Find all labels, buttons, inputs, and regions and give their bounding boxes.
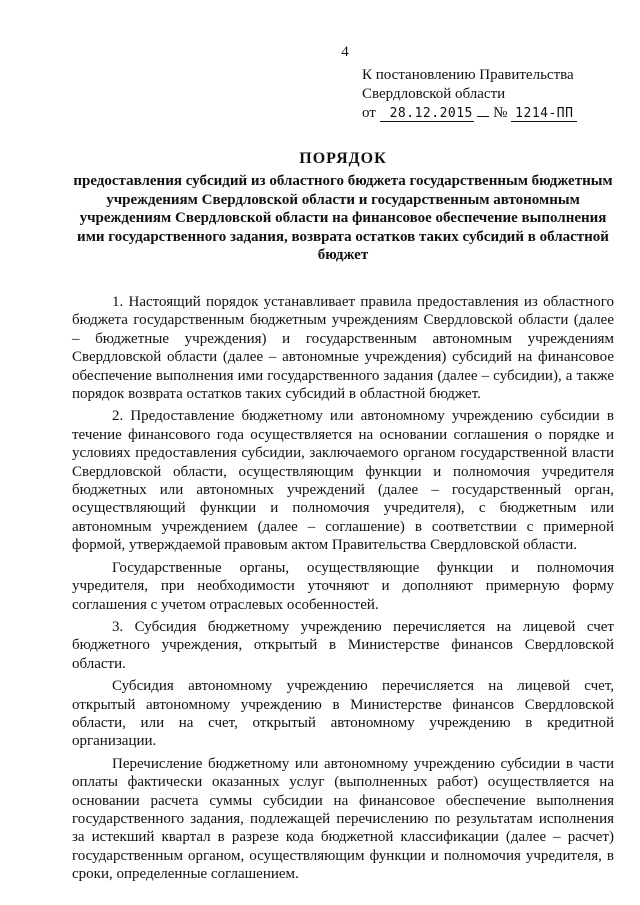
number-label: №	[493, 105, 508, 121]
attachment-date-line	[362, 104, 622, 123]
decree-number: 1214-ПП	[511, 106, 577, 122]
from-label: от	[362, 105, 376, 121]
paragraph-4: 3. Субсидия бюджетному учреждению перечисляется на лицевой счет бюджетного учреждения, открытый в Министерстве финансов Свердловской области.	[72, 618, 614, 672]
date-underline-tail	[477, 116, 489, 117]
decree-date: 28.12.2015	[380, 106, 474, 122]
document-subtitle: предоставления субсидий из областного бюджета государственным бюджетным учреждениям Свердловской области и государственным автономным учреждениям Свердловской области на финансовое обеспечение выполнения ими государственного задания, возврата остатков таких субсидий в областной бюджет	[73, 173, 613, 263]
page-number: 4	[341, 44, 349, 60]
document-title: ПОРЯДОК	[299, 150, 387, 167]
attachment-block	[362, 66, 622, 123]
paragraph-3: Государственные органы, осуществляющие функции и полномочия учредителя, при необходимости уточняют и дополняют примерную форму соглашения с учетом отраслевых особенностей.	[72, 559, 614, 613]
paragraph-5: Субсидия автономному учреждению перечисляется на лицевой счет, открытый автономному учреждению в Министерстве финансов Свердловской области, или на счет, открытый автономному учреждению в кредитной организации.	[72, 678, 614, 750]
attachment-line-2: Свердловской области	[362, 86, 506, 102]
document-body	[72, 293, 614, 888]
paragraph-2: 2. Предоставление бюджетному или автономному учреждению субсидии в течение финансового года осуществляется на основании соглашения о порядке и условиях предоставления субсидии, заключаемого органом государственной власти Свердловской области, осуществляющим функции и полномочия учредителя бюджетных или автономных учреждений (далее – государственный орган, осуществляющий функции и полномочия учредителя), с бюджетным или автономным учреждением (далее – соглашение) в соответствии с примерной формой, утверждаемой правовым актом Правительства Свердловской области.	[72, 408, 614, 554]
attachment-line-1: К постановлению Правительства	[362, 67, 574, 83]
paragraph-6: Перечисление бюджетному или автономному учреждению субсидии в части оплаты фактически оказанных услуг (выполненных работ) осуществляется на основании расчета суммы субсидии на финансовое обеспечение выполнения государственного задания, подлежащей перечислению по результатам исполнения за истекший квартал в разрезе кода бюджетной классификации (далее – расчет) государственным органом, осуществляющим функции и полномочия учредителя, в сроки, определенные соглашением.	[72, 755, 614, 883]
paragraph-1: 1. Настоящий порядок устанавливает правила предоставления из областного бюджета государственным бюджетным учреждениям Свердловской области (далее – бюджетные учреждения) и государственным автономным учреждениям Свердловской области (далее – автономные учреждения) субсидий на финансовое обеспечение выполнения ими государственного задания (далее – субсидии), а также порядок возврата остатков таких субсидий в областной бюджет.	[72, 294, 614, 403]
